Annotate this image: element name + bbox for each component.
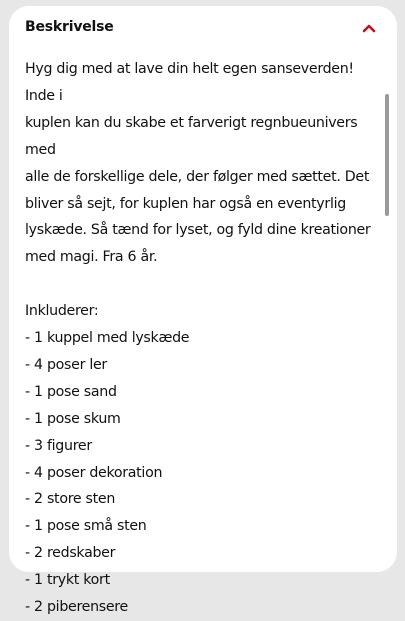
accordion-header[interactable]	[9, 6, 397, 50]
description-line: kuplen kan du skabe et farverigt regnbueunivers med	[25, 114, 358, 158]
description-line: lyskæde. Så tænd for lyset, og fyld dine kreationer	[25, 222, 371, 239]
list-item: - 4 poser ler	[25, 356, 107, 373]
includes-list	[25, 325, 375, 621]
list-item: - 2 store sten	[25, 491, 116, 508]
list-item: - 2 redskaber	[25, 545, 116, 562]
description-paragraph	[25, 56, 375, 271]
paragraph-gap	[25, 271, 375, 298]
scrollbar-thumb[interactable]	[385, 94, 389, 216]
list-item: - 1 trykt kort	[25, 572, 110, 589]
list-item: - 1 kuppel med lyskæde	[25, 330, 190, 347]
chevron-up-icon[interactable]	[361, 20, 377, 34]
includes-heading: Inkluderer:	[25, 303, 99, 320]
list-item: - 4 poser dekoration	[25, 464, 163, 481]
list-item: - 2 piberensere	[25, 599, 128, 616]
description-line: Hyg dig med at lave din helt egen sanseverden! Inde i	[25, 61, 354, 104]
list-item: - 1 pose sand	[25, 383, 117, 400]
section-title: Beskrivelse	[25, 19, 114, 35]
description-content	[25, 56, 375, 621]
list-item: - 1 pose små sten	[25, 518, 147, 535]
description-line: med magi. Fra 6 år.	[25, 249, 158, 266]
description-line: alle de forskellige dele, der følger med sættet. Det	[25, 168, 370, 185]
list-item: - 3 figurer	[25, 437, 92, 454]
description-line: bliver så sejt, for kuplen har også en eventyrlig	[25, 195, 346, 212]
description-card	[9, 6, 397, 616]
list-item: - 1 pose skum	[25, 410, 121, 427]
